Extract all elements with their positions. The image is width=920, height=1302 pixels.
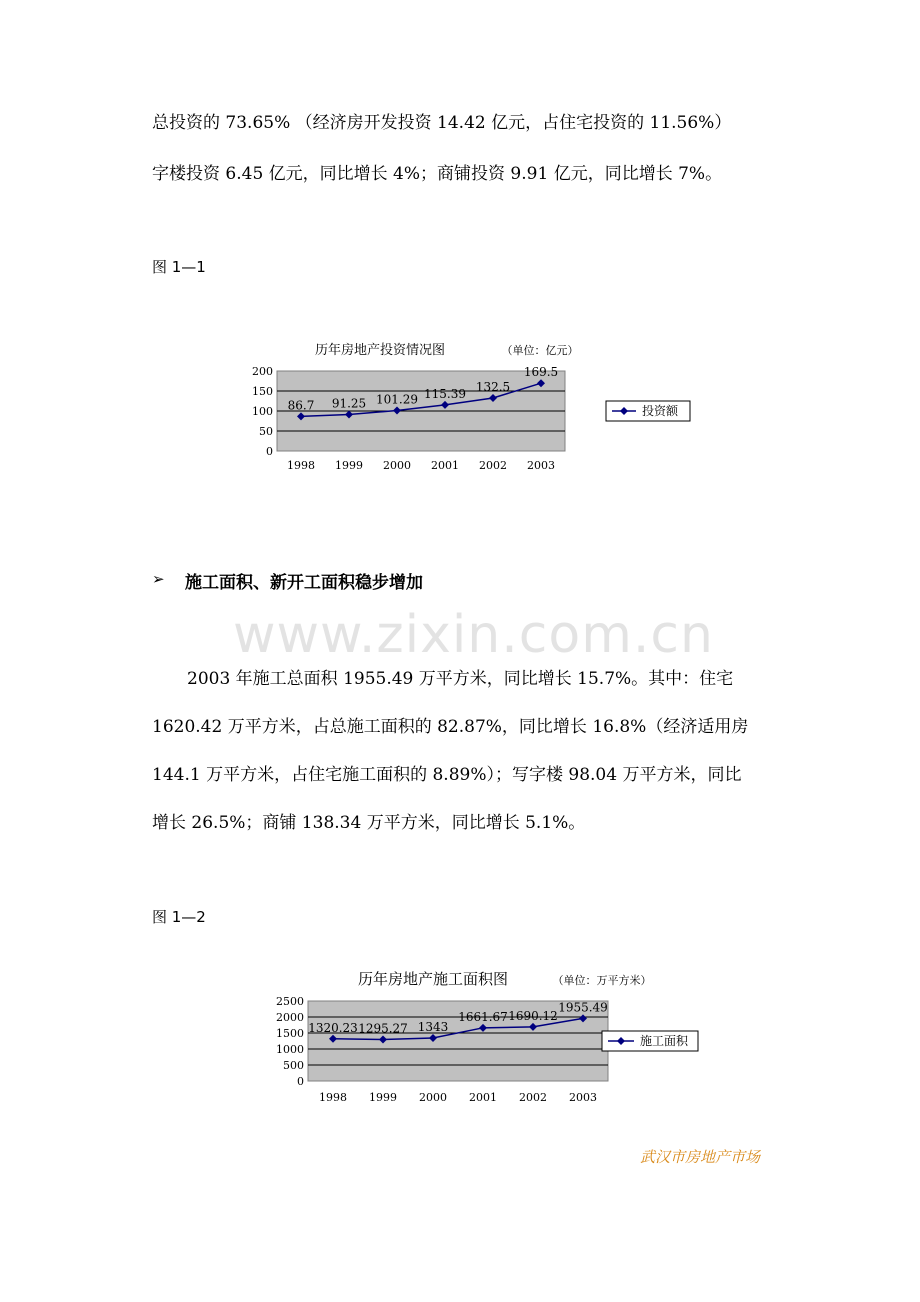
y-tick-label: 50 (259, 425, 273, 438)
data-label: 1955.49 (558, 1000, 608, 1015)
y-tick-label: 100 (252, 405, 273, 418)
y-tick-label: 0 (297, 1075, 304, 1088)
chart-title: 历年房地产投资情况图 (314, 343, 446, 358)
y-tick-label: 500 (283, 1059, 304, 1072)
figure-label: 图 1—2 (152, 908, 206, 926)
x-tick-label: 2000 (383, 459, 411, 472)
construction-area-chart (260, 960, 710, 1110)
y-tick-label: 200 (252, 365, 273, 378)
bullet-icon: ➢ (152, 570, 165, 588)
x-tick-label: 2001 (431, 459, 459, 472)
y-tick-label: 0 (266, 445, 273, 458)
chart-legend (606, 401, 690, 421)
y-tick-label: 2500 (276, 995, 304, 1008)
x-tick-label: 2003 (527, 459, 555, 472)
data-label: 169.5 (523, 365, 559, 380)
x-tick-label: 1999 (369, 1091, 397, 1104)
x-tick-label: 1999 (335, 459, 363, 472)
paragraph-line: 2003 年施工总面积 1955.49 万平方米，同比增长 15.7%。其中：住宅 (187, 669, 734, 689)
paragraph-line: 增长 26.5%；商铺 138.34 万平方米，同比增长 5.1%。 (152, 813, 586, 833)
paragraph-line: 字楼投资 6.45 亿元，同比增长 4%；商铺投资 9.91 亿元，同比增长 7%。 (152, 164, 723, 184)
x-tick-label: 1998 (287, 459, 315, 472)
chart-subtitle: （单位：亿元） (501, 344, 579, 357)
watermark: www.zixin.com.cn (233, 605, 714, 665)
x-tick-label: 1998 (319, 1091, 347, 1104)
y-tick-label: 1000 (276, 1043, 304, 1056)
legend-label: 投资额 (642, 404, 679, 418)
data-label: 1320.23 (308, 1020, 358, 1035)
x-tick-label: 2001 (469, 1091, 497, 1104)
y-tick-label: 1500 (276, 1027, 304, 1040)
paragraph-line: 144.1 万平方米，占住宅施工面积的 8.89%）；写字楼 98.04 万平方米，同比 (152, 765, 742, 785)
paragraph-line: 1620.42 万平方米，占总施工面积的 82.87%，同比增长 16.8%（经济适用房 (152, 717, 749, 737)
data-label: 1343 (417, 1020, 449, 1035)
data-label: 132.5 (475, 380, 511, 394)
chart-subtitle: （单位：万平方米） (552, 974, 652, 987)
data-label: 1690.12 (508, 1008, 558, 1023)
investment-chart (230, 330, 710, 490)
data-label: 101.29 (376, 392, 418, 407)
chart-legend (602, 1031, 698, 1051)
x-tick-label: 2002 (519, 1091, 547, 1104)
y-tick-label: 2000 (276, 1011, 304, 1024)
chart-title: 历年房地产施工面积图 (357, 970, 509, 988)
x-tick-label: 2000 (419, 1091, 447, 1104)
data-label: 86.7 (287, 398, 315, 413)
data-label: 115.39 (424, 386, 466, 401)
data-label: 1661.67 (458, 1009, 508, 1024)
paragraph-line: 总投资的 73.65% （经济房开发投资 14.42 亿元，占住宅投资的 11.56%） (152, 113, 732, 133)
data-label: 1295.27 (358, 1021, 408, 1036)
y-tick-label: 150 (252, 385, 273, 398)
section-heading: 施工面积、新开工面积稳步增加 (185, 573, 423, 593)
x-tick-label: 2003 (569, 1091, 597, 1104)
footer-text: 武汉市房地产市场 (640, 1148, 761, 1166)
data-label: 91.25 (331, 396, 367, 411)
legend-label: 施工面积 (640, 1034, 689, 1048)
figure-label: 图 1—1 (152, 258, 206, 276)
x-tick-label: 2002 (479, 459, 507, 472)
